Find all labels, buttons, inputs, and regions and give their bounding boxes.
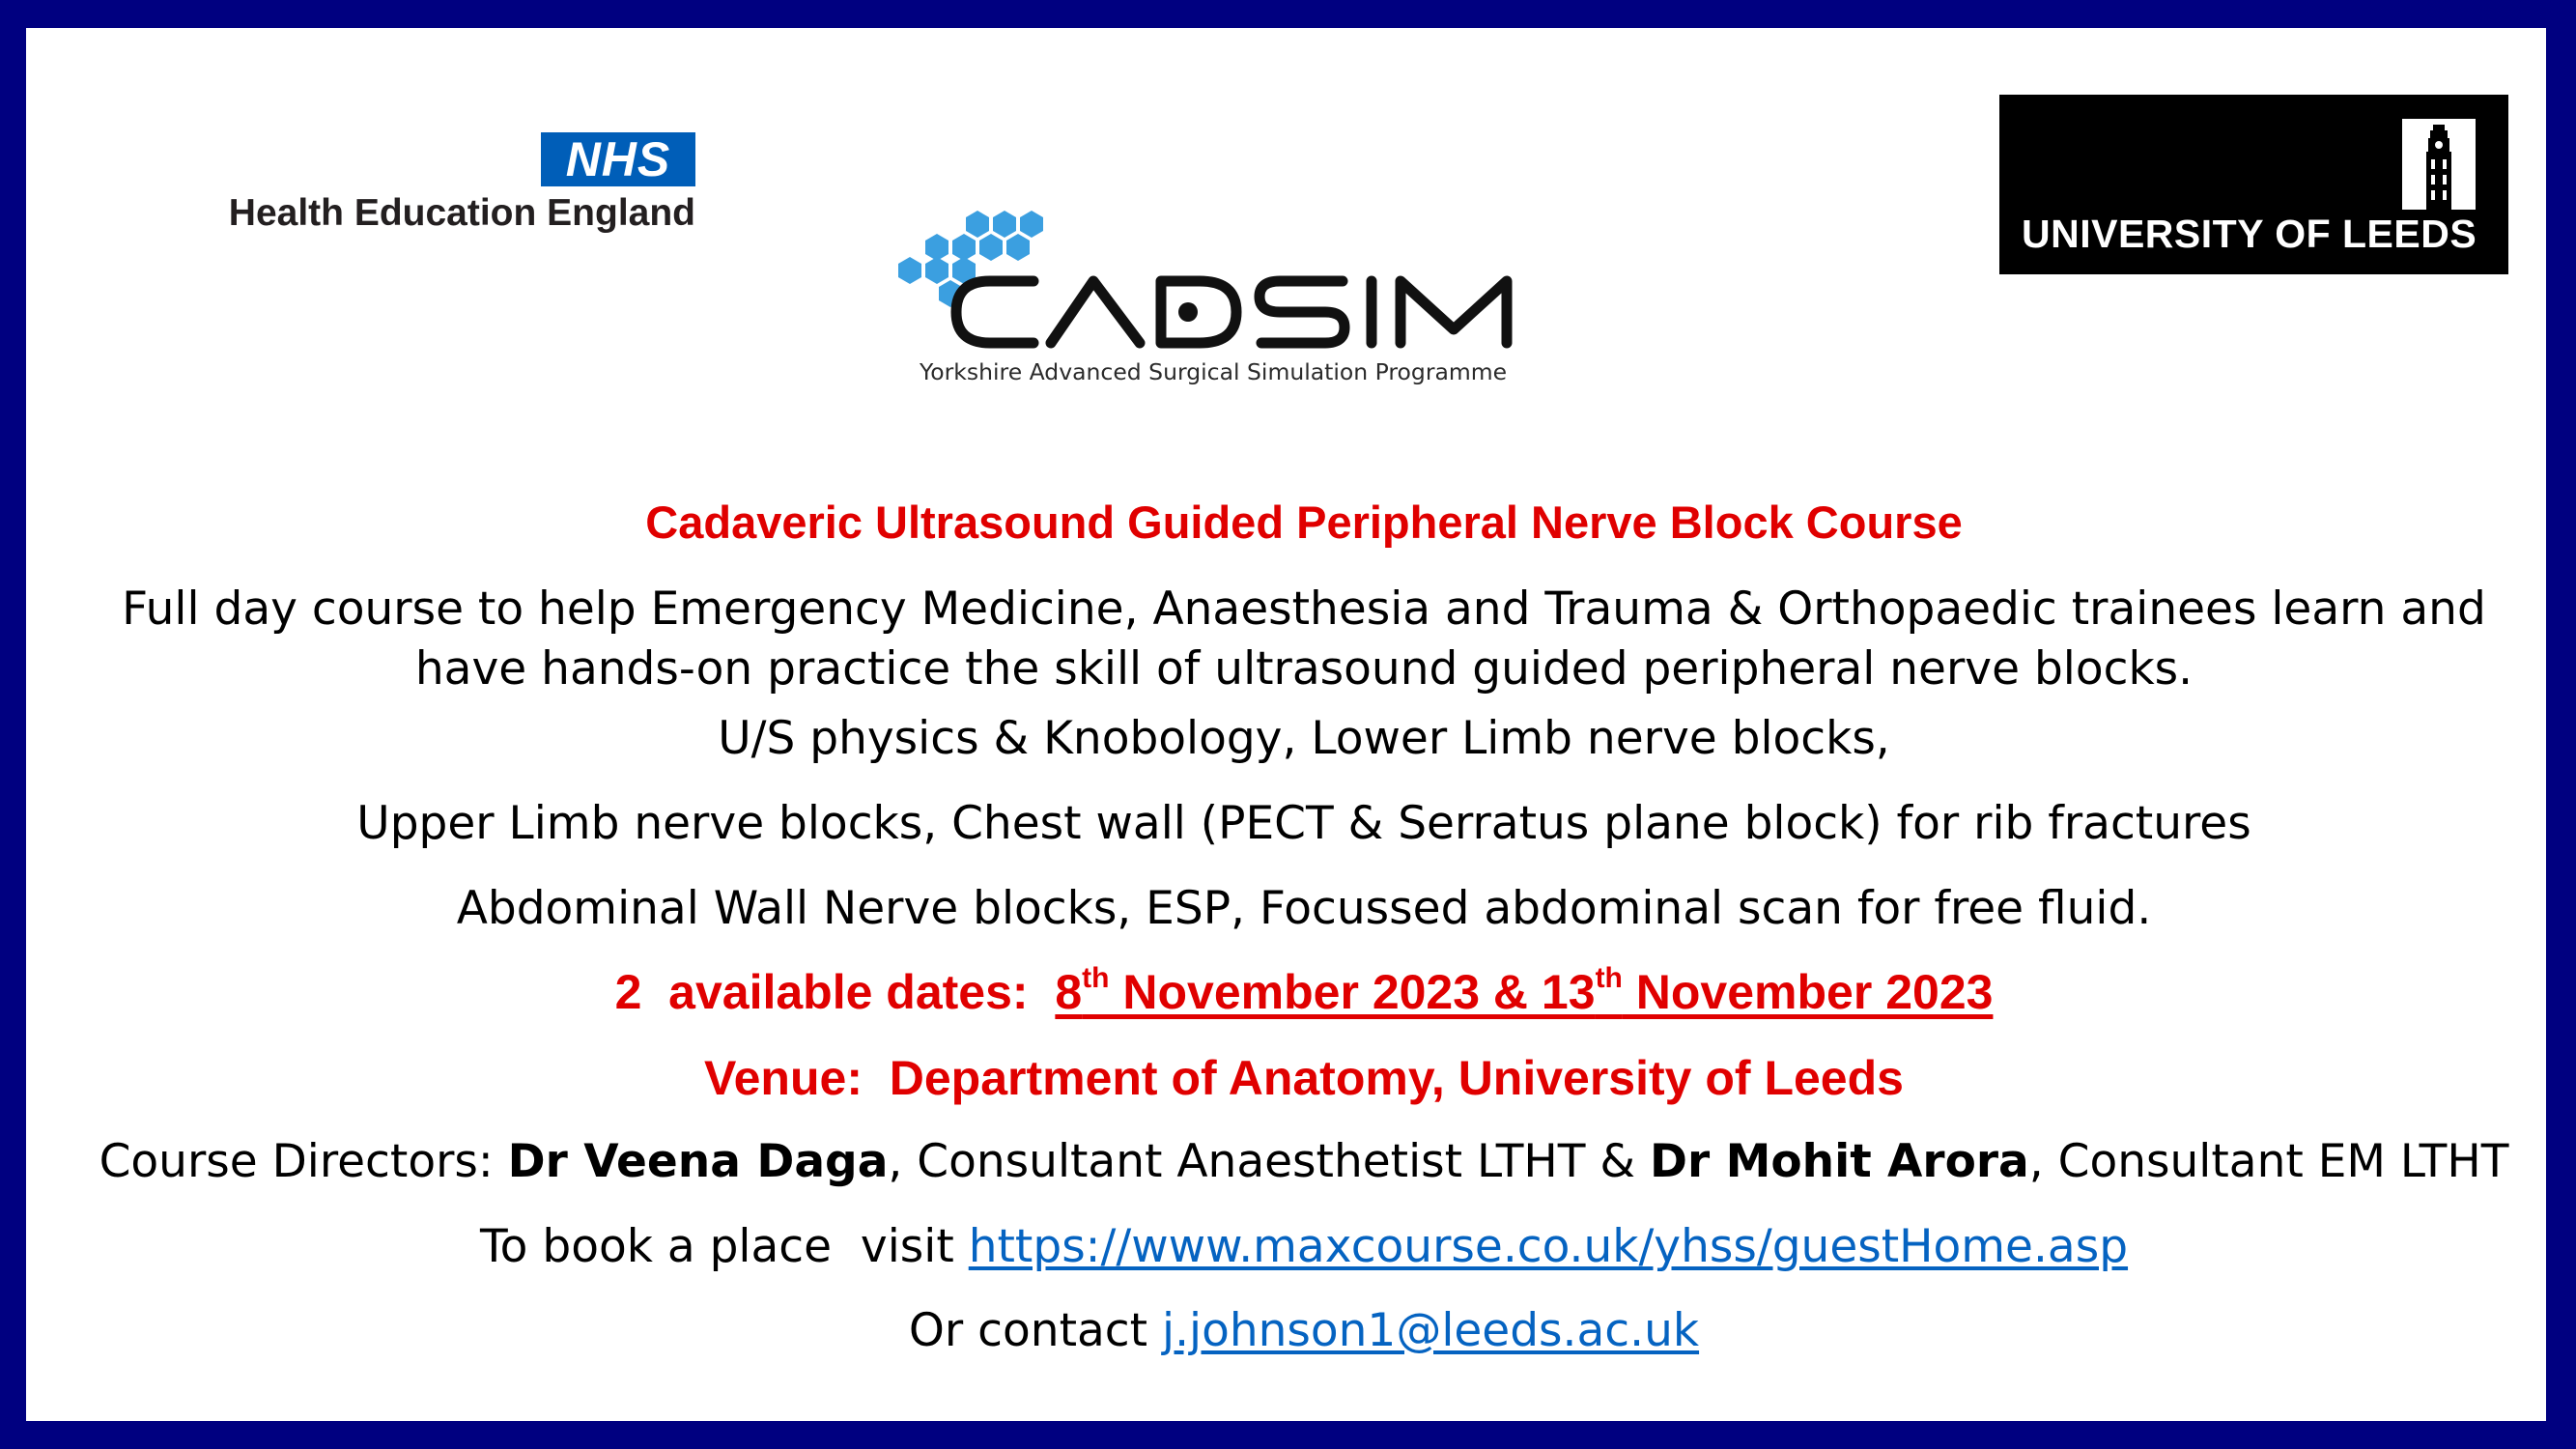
course-description-line-1: Full day course to help Emergency Medicine, Anaesthesia and Trauma & Orthopaedic trainees learn and [122,582,2486,636]
director-1-name: Dr Veena Daga [507,1135,889,1188]
date-2-rest: November 2023 [1622,965,1994,1019]
director-1-role: , Consultant Anaesthetist LTHT & [888,1135,1651,1188]
cadsim-tagline: Yorkshire Advanced Surgical Simulation Programme [920,358,1508,385]
booking-prefix: To book a place visit [479,1220,969,1273]
booking-info [58,1217,2550,1277]
contact-info [58,1301,2550,1361]
booking-link[interactable]: https://www.maxcourse.co.uk/yhss/guestHome.asp [968,1220,2129,1273]
cadsim-lettering [956,281,1507,343]
dates-prefix: 2 available dates: [614,965,1056,1019]
university-name: UNIVERSITY OF LEEDS [2022,212,2477,256]
directors-prefix: Course Directors: [99,1135,508,1188]
course-description [58,580,2550,699]
topic-line-2: Upper Limb nerve blocks, Chest wall (PECT & Serratus plane block) for rib fractures [356,797,2251,850]
course-description-line-2: have hands-on practice the skill of ultrasound guided peripheral nerve blocks. [414,642,2194,696]
nhs-badge: NHS [541,132,695,186]
hee-organisation-name: Health Education England [228,192,695,234]
course-directors [58,1132,2550,1192]
contact-email-link[interactable]: j.johnson1@leeds.ac.uk [1162,1304,1700,1357]
nhs-hee-logo [155,132,695,239]
cadsim-logo [889,208,1652,396]
topic-line-3: Abdominal Wall Nerve blocks, ESP, Focussed abdominal scan for free fluid. [456,882,2152,935]
director-2-name: Dr Mohit Arora [1650,1135,2029,1188]
cadsim-wordmark-graphic [889,208,1652,362]
available-dates [58,962,2550,1022]
date-1-suffix: th [1082,962,1110,994]
topic-line-1: U/S physics & Knobology, Lower Limb nerve blocks, [718,712,1890,765]
date-2-suffix: th [1595,962,1623,994]
hexagon-cluster-icon [898,211,1043,307]
date-1-rest: November 2023 & 13 [1109,965,1596,1019]
parkinson-tower-icon [2402,119,2476,210]
dates-list [1055,962,1994,1019]
date-1-day: 8 [1055,965,1083,1019]
venue: Venue: Department of Anatomy, University of Leeds [704,1051,1904,1105]
director-2-role: , Consultant EM LTHT [2028,1135,2509,1188]
university-of-leeds-logo [1999,95,2508,274]
contact-prefix: Or contact [908,1304,1163,1357]
course-title: Cadaveric Ultrasound Guided Peripheral Nerve Block Course [645,497,1963,548]
